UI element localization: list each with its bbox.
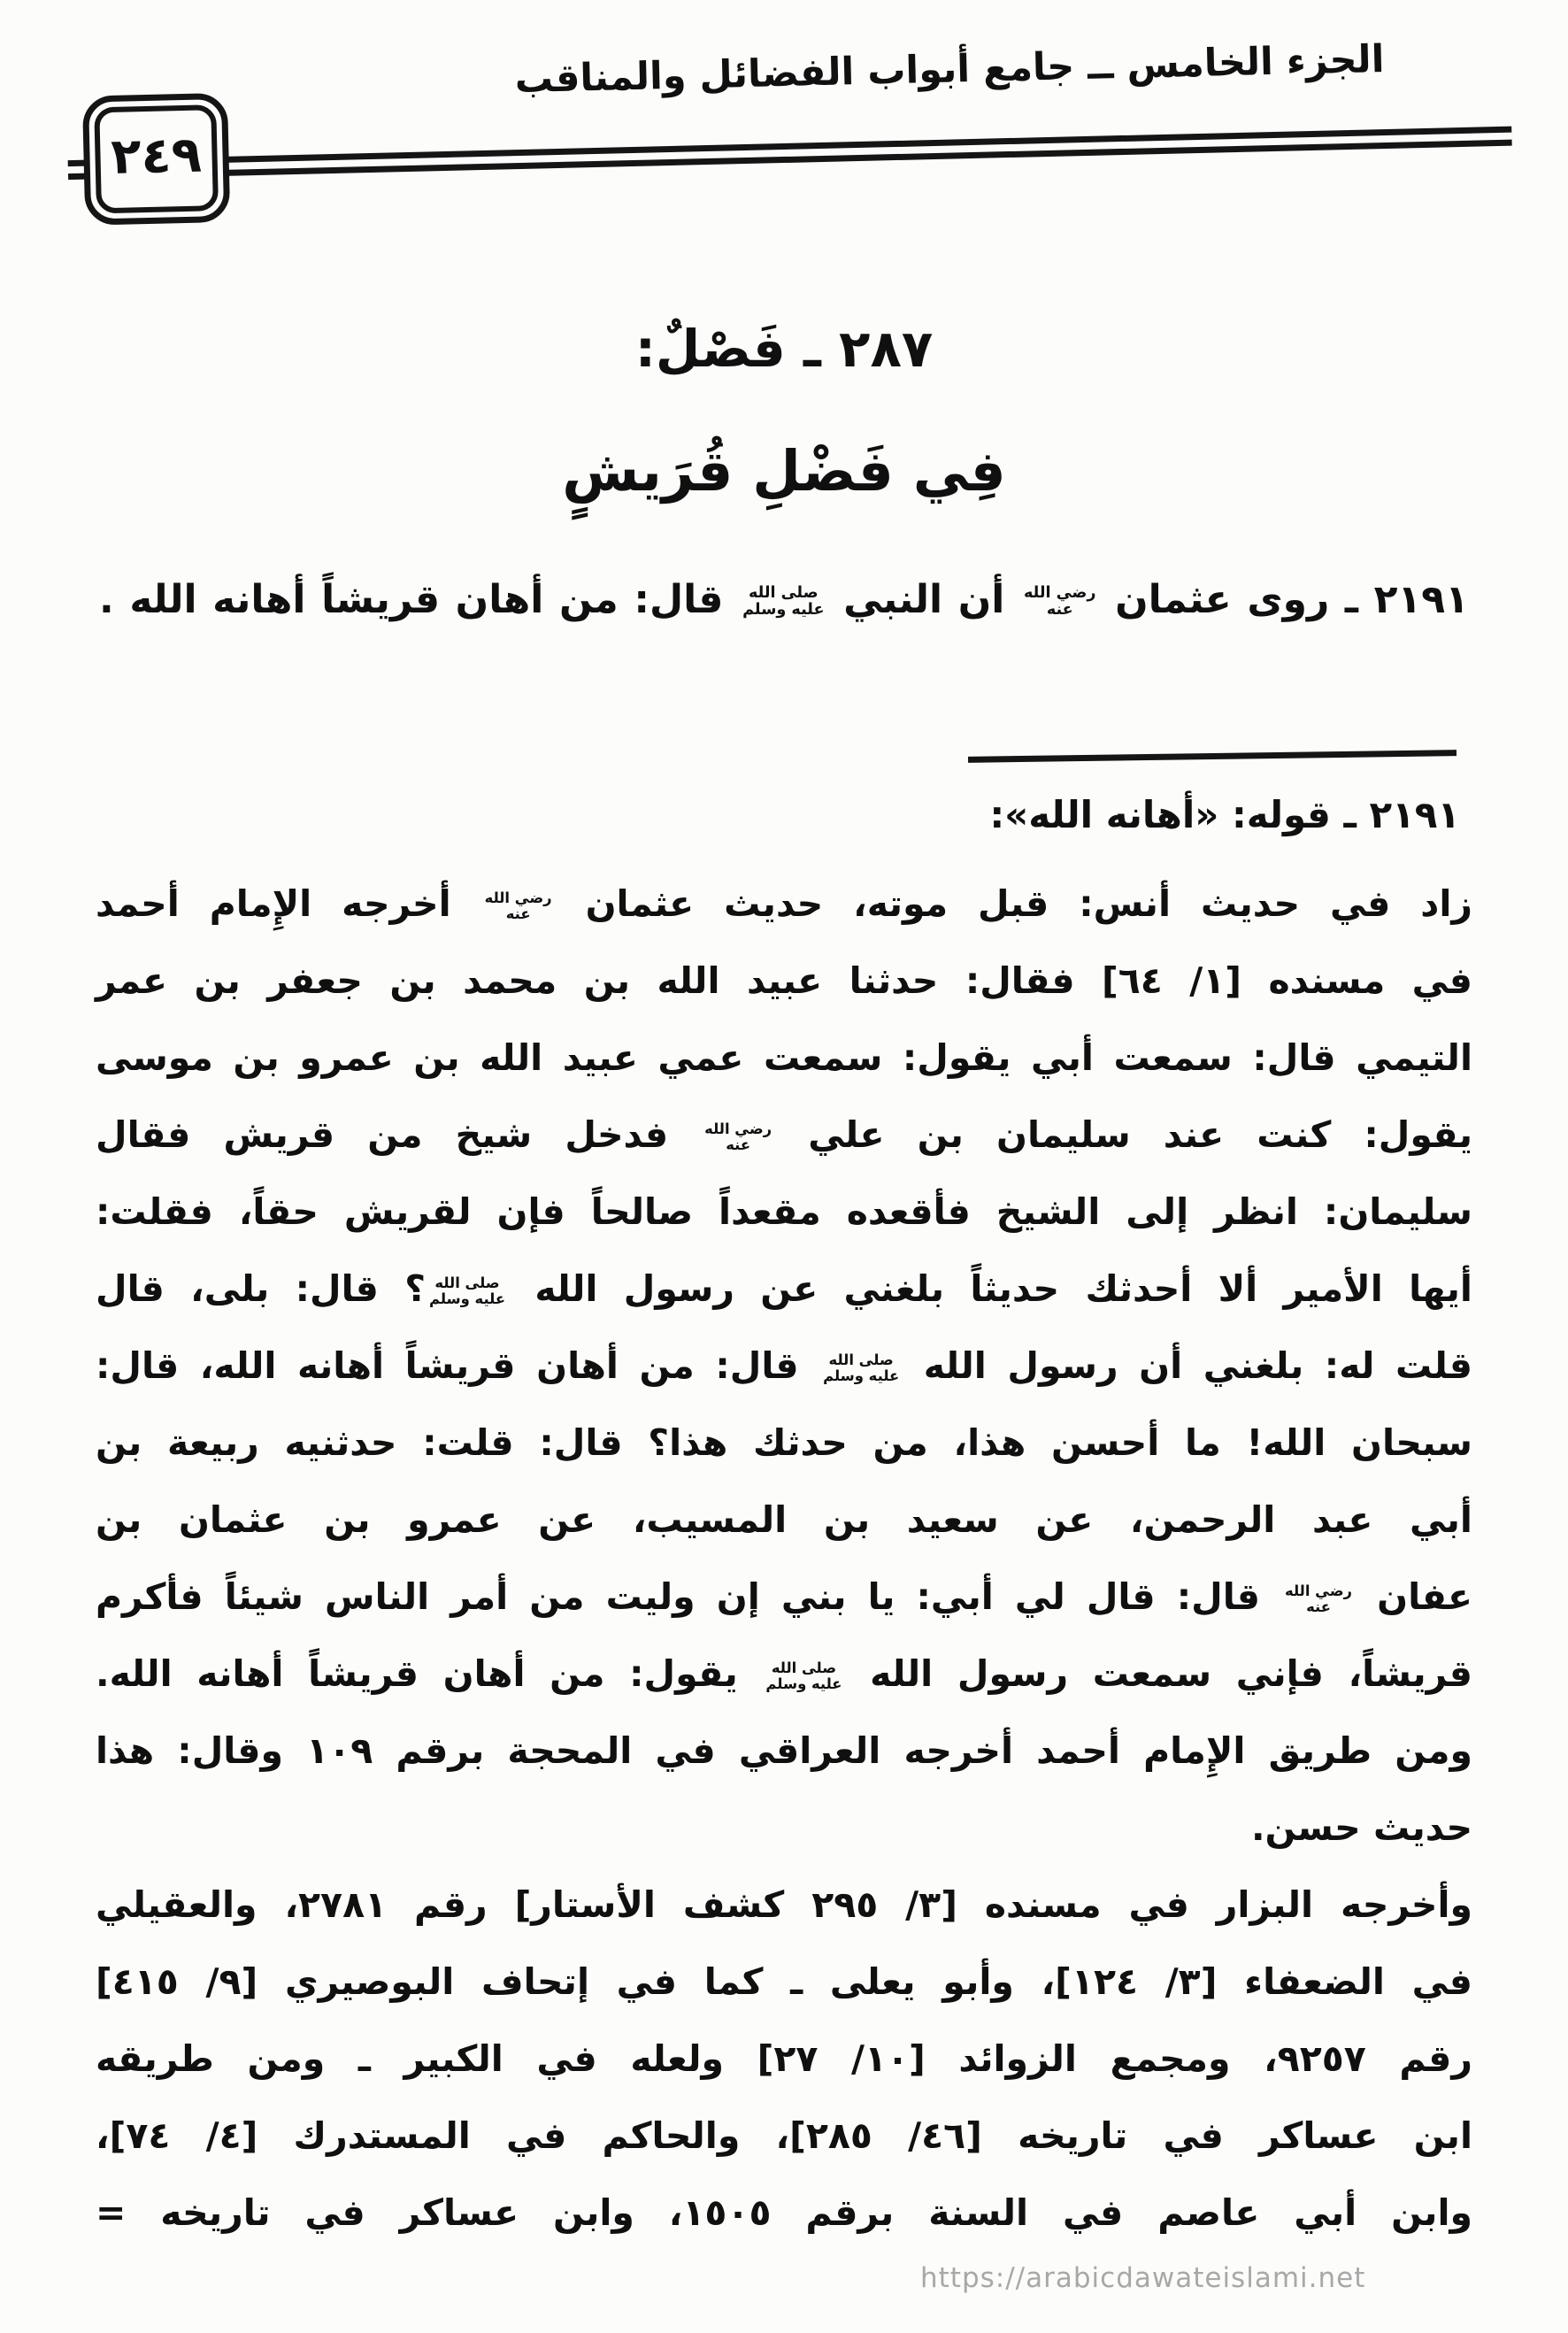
ra-honorific-icon: رضي الله عنه <box>704 1120 772 1153</box>
footnote-line: قريشاً، فإني سمعت رسول الله صلى الله عليه وسلم يقول: من أهان قريشاً أهانه الله. <box>96 1652 1473 1695</box>
footnote-line: أيها الأمير ألا أحدثك حديثاً بلغني عن رسول الله صلى الله عليه وسلم ؟ قال: بلى، قال <box>96 1267 1472 1310</box>
footnote-line: عفان رضي الله عنه قال: قال لي أبي: يا بني إن وليت من أمر الناس شيئاً فأكرم <box>96 1575 1472 1618</box>
hadith-text: ٢١٩١ ـ روى عثمان رضي الله عنه أن النبي صلى الله عليه وسلم قال: من أهان قريشاً أهانه الله . <box>99 577 1469 622</box>
footnote-body <box>96 866 1472 2252</box>
page-number: ٢٤٩ <box>94 104 219 213</box>
ra-honorific-icon: رضي الله عنه <box>484 889 552 922</box>
section-heading-subject: فِي فَضْلِ قُرَيشٍ <box>562 439 1006 504</box>
footnote-line: في الضعفاء [٣/ ١٢٤]، وأبو يعلى ـ كما في إتحاف البوصيري [٩/ ٤١٥] <box>96 1960 1473 2003</box>
page-header <box>0 8 1568 249</box>
saw-honorific-icon: صلى الله عليه وسلم <box>823 1351 900 1384</box>
footnote-line: سبحان الله! ما أحسن هذا، من حدثك هذا؟ قال: قلت: حدثنيه ربيعة بن <box>96 1421 1472 1464</box>
running-header-title: الجزء الخامس ــ جامع أبواب الفضائل والمناقب <box>514 37 1385 103</box>
footnote-line: التيمي قال: سمعت أبي يقول: سمعت عمي عبيد الله بن عمرو بن موسى <box>96 1036 1472 1079</box>
footnote-line: قلت له: بلغني أن رسول الله صلى الله عليه وسلم قال: من أهان قريشاً أهانه الله، قال: <box>96 1344 1472 1387</box>
footnote-line: في مسنده [١/ ٦٤] فقال: حدثنا عبيد الله بن محمد بن جعفر بن عمر <box>96 959 1472 1002</box>
ra-honorific-icon: رضي الله عنه <box>1023 583 1096 619</box>
footnote-line: سليمان: انظر إلى الشيخ فأقعده مقعداً صالحاً فإن لقريش حقاً، فقلت: <box>96 1190 1472 1233</box>
footnote-line: يقول: كنت عند سليمان بن علي رضي الله عنه فدخل شيخ من قريش فقال <box>96 1113 1472 1156</box>
watermark-url: https://arabicdawateislami.net <box>920 2262 1366 2294</box>
saw-honorific-icon: صلى الله عليه وسلم <box>742 583 825 619</box>
footnote-line: ابن عساكر في تاريخه [٤٦/ ٢٨٥]، والحاكم في المستدرك [٤/ ٧٤]، <box>96 2114 1473 2157</box>
footnote-line: أبي عبد الرحمن، عن سعيد بن المسيب، عن عمرو بن عثمان بن <box>96 1498 1472 1541</box>
footnote-line: زاد في حديث أنس: قبل موته، حديث عثمان رضي الله عنه أخرجه الإِمام أحمد <box>96 882 1472 925</box>
page-number-box <box>82 93 230 226</box>
footnote-heading: ٢١٩١ ـ قوله: «أهانه الله»: <box>989 793 1460 836</box>
footnote-separator-rule <box>968 750 1457 763</box>
header-rule <box>68 127 1512 180</box>
section-heading-number: ٢٨٧ ـ فَصْلٌ: <box>634 319 934 379</box>
footnote-line: وابن أبي عاصم في السنة برقم ١٥٠٥، وابن عساكر في تاريخه = <box>96 2191 1472 2234</box>
footnote-line: وأخرجه البزار في مسنده [٣/ ٢٩٥ كشف الأستار] رقم ٢٧٨١، والعقيلي <box>96 1883 1473 1926</box>
footnote-line: حديث حسن. <box>1250 1806 1472 1849</box>
footnote-line: ومن طريق الإِمام أحمد أخرجه العراقي في المحجة برقم ١٠٩ وقال: هذا <box>96 1729 1472 1772</box>
footnote-line: رقم ٩٢٥٧، ومجمع الزوائد [١٠/ ٢٧] ولعله في الكبير ـ ومن طريقه <box>96 2037 1472 2080</box>
ra-honorific-icon: رضي الله عنه <box>1285 1582 1352 1615</box>
saw-honorific-icon: صلى الله عليه وسلم <box>765 1659 842 1692</box>
saw-honorific-icon: صلى الله عليه وسلم <box>428 1274 506 1307</box>
